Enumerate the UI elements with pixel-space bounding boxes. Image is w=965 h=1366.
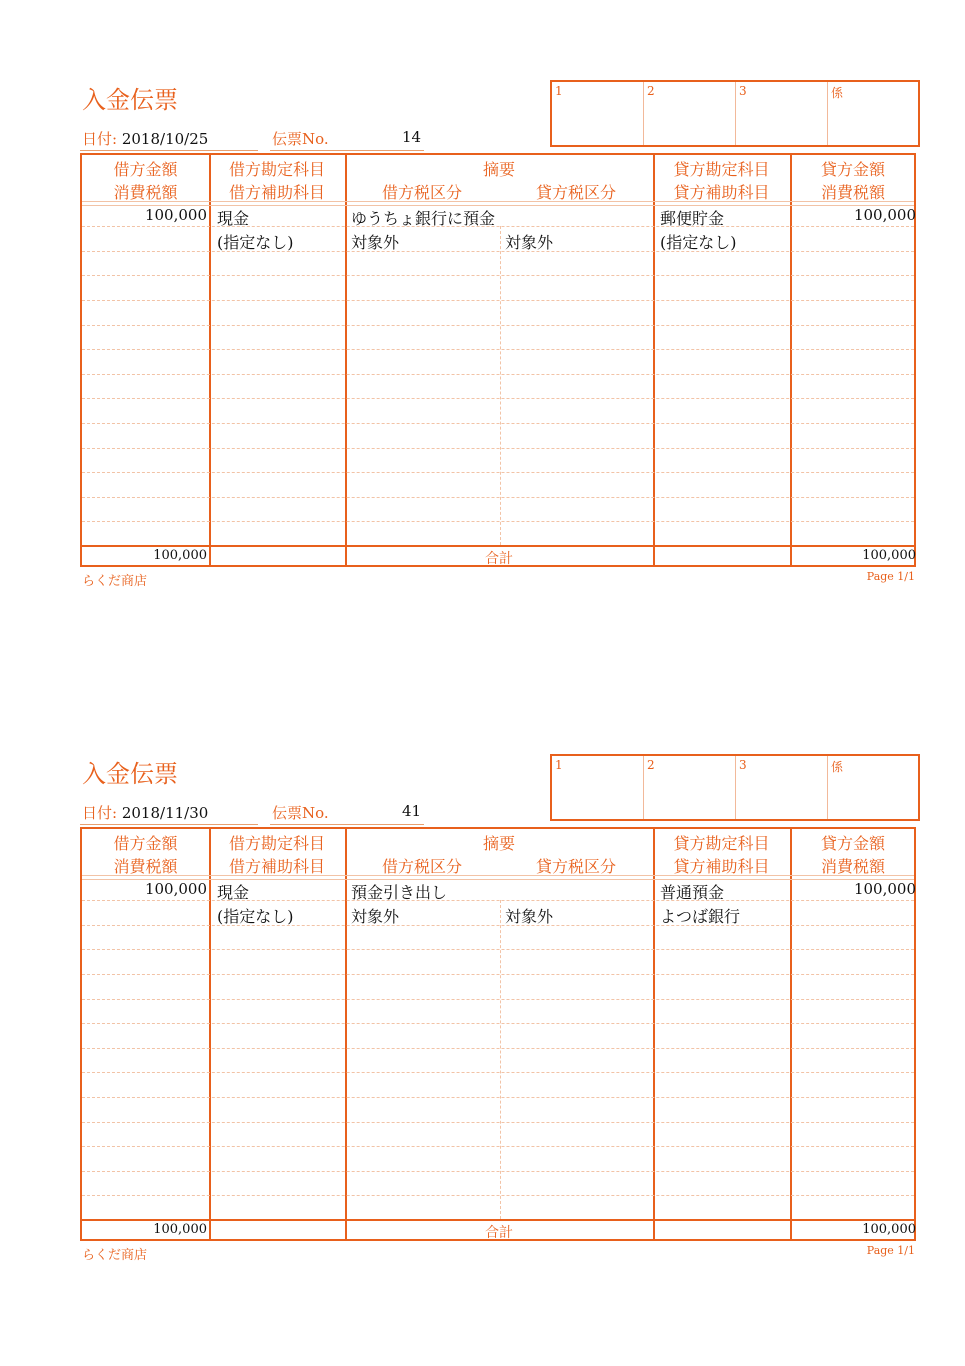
row-credit-sub: よつば銀行 bbox=[660, 907, 741, 926]
row-debit-amount: 100,000 bbox=[144, 206, 207, 224]
row-summary: 預金引き出し bbox=[351, 883, 448, 902]
stamp-label-2: 2 bbox=[647, 84, 655, 98]
row-credit-account: 普通預金 bbox=[660, 883, 725, 902]
stamp-label-person: 係 bbox=[831, 86, 844, 100]
row-credit-sub: (指定なし) bbox=[660, 233, 737, 252]
row-credit-tax-class: 対象外 bbox=[505, 907, 554, 926]
slip-no-value: 14 bbox=[402, 128, 422, 146]
header-debit-account: 借方勘定科目 bbox=[228, 834, 325, 853]
row-debit-tax-class: 対象外 bbox=[351, 907, 400, 926]
header-credit-amount: 貸方金額 bbox=[820, 834, 885, 853]
header-credit-account: 貸方勘定科目 bbox=[673, 160, 770, 179]
row-debit-account: 現金 bbox=[217, 883, 250, 902]
slip-no-label: 伝票No. bbox=[272, 804, 329, 822]
date-label: 日付: bbox=[82, 130, 118, 148]
row-summary: ゆうちょ銀行に預金 bbox=[351, 209, 496, 228]
stamp-label-person: 係 bbox=[831, 760, 844, 774]
row-credit-tax-class: 対象外 bbox=[505, 233, 554, 252]
total-credit: 100,000 bbox=[862, 548, 916, 563]
page-number: Page 1/1 bbox=[866, 570, 915, 583]
row-credit-amount: 100,000 bbox=[853, 206, 916, 224]
header-credit-sub: 貸方補助科目 bbox=[673, 183, 770, 202]
header-debit-sub: 借方補助科目 bbox=[228, 857, 325, 876]
stamp-label-3: 3 bbox=[739, 84, 747, 98]
company-name: らくだ商店 bbox=[82, 574, 148, 589]
company-name: らくだ商店 bbox=[82, 1248, 148, 1263]
stamp-label-2: 2 bbox=[647, 758, 655, 772]
row-debit-sub: (指定なし) bbox=[217, 907, 294, 926]
header-credit-tax-class: 貸方税区分 bbox=[535, 857, 616, 876]
total-debit: 100,000 bbox=[153, 548, 207, 563]
slip-no-value: 41 bbox=[402, 802, 422, 820]
header-credit-tax: 消費税額 bbox=[820, 183, 885, 202]
slip-no-label: 伝票No. bbox=[272, 130, 329, 148]
slip-title: 入金伝票 bbox=[82, 86, 178, 114]
header-credit-tax-class: 貸方税区分 bbox=[535, 183, 616, 202]
date-label: 日付: bbox=[82, 804, 118, 822]
row-debit-amount: 100,000 bbox=[144, 880, 207, 898]
header-debit-amount: 借方金額 bbox=[113, 160, 178, 179]
header-credit-sub: 貸方補助科目 bbox=[673, 857, 770, 876]
date-value: 2018/10/25 bbox=[121, 130, 209, 148]
slip-title: 入金伝票 bbox=[82, 760, 178, 788]
slip-2 bbox=[0, 754, 965, 1314]
header-debit-tax: 消費税額 bbox=[113, 857, 178, 876]
row-credit-account: 郵便貯金 bbox=[660, 209, 725, 228]
stamp-label-3: 3 bbox=[739, 758, 747, 772]
approval-stamp-box bbox=[550, 754, 920, 821]
header-debit-sub: 借方補助科目 bbox=[228, 183, 325, 202]
journal-table bbox=[80, 153, 916, 567]
total-label: 合計 bbox=[485, 1225, 513, 1241]
page-number: Page 1/1 bbox=[866, 1244, 915, 1257]
total-label: 合計 bbox=[485, 551, 513, 567]
journal-table bbox=[80, 827, 916, 1241]
total-debit: 100,000 bbox=[153, 1222, 207, 1237]
header-credit-account: 貸方勘定科目 bbox=[673, 834, 770, 853]
row-debit-tax-class: 対象外 bbox=[351, 233, 400, 252]
header-debit-tax-class: 借方税区分 bbox=[381, 183, 462, 202]
header-summary: 摘要 bbox=[482, 834, 515, 853]
date-value: 2018/11/30 bbox=[121, 804, 209, 822]
row-credit-amount: 100,000 bbox=[853, 880, 916, 898]
header-debit-amount: 借方金額 bbox=[113, 834, 178, 853]
stamp-label-1: 1 bbox=[555, 84, 563, 98]
slip-1 bbox=[0, 80, 965, 640]
header-summary: 摘要 bbox=[482, 160, 515, 179]
approval-stamp-box bbox=[550, 80, 920, 147]
header-debit-tax: 消費税額 bbox=[113, 183, 178, 202]
row-debit-account: 現金 bbox=[217, 209, 250, 228]
row-debit-sub: (指定なし) bbox=[217, 233, 294, 252]
header-credit-amount: 貸方金額 bbox=[820, 160, 885, 179]
header-debit-account: 借方勘定科目 bbox=[228, 160, 325, 179]
total-credit: 100,000 bbox=[862, 1222, 916, 1237]
header-debit-tax-class: 借方税区分 bbox=[381, 857, 462, 876]
header-credit-tax: 消費税額 bbox=[820, 857, 885, 876]
stamp-label-1: 1 bbox=[555, 758, 563, 772]
